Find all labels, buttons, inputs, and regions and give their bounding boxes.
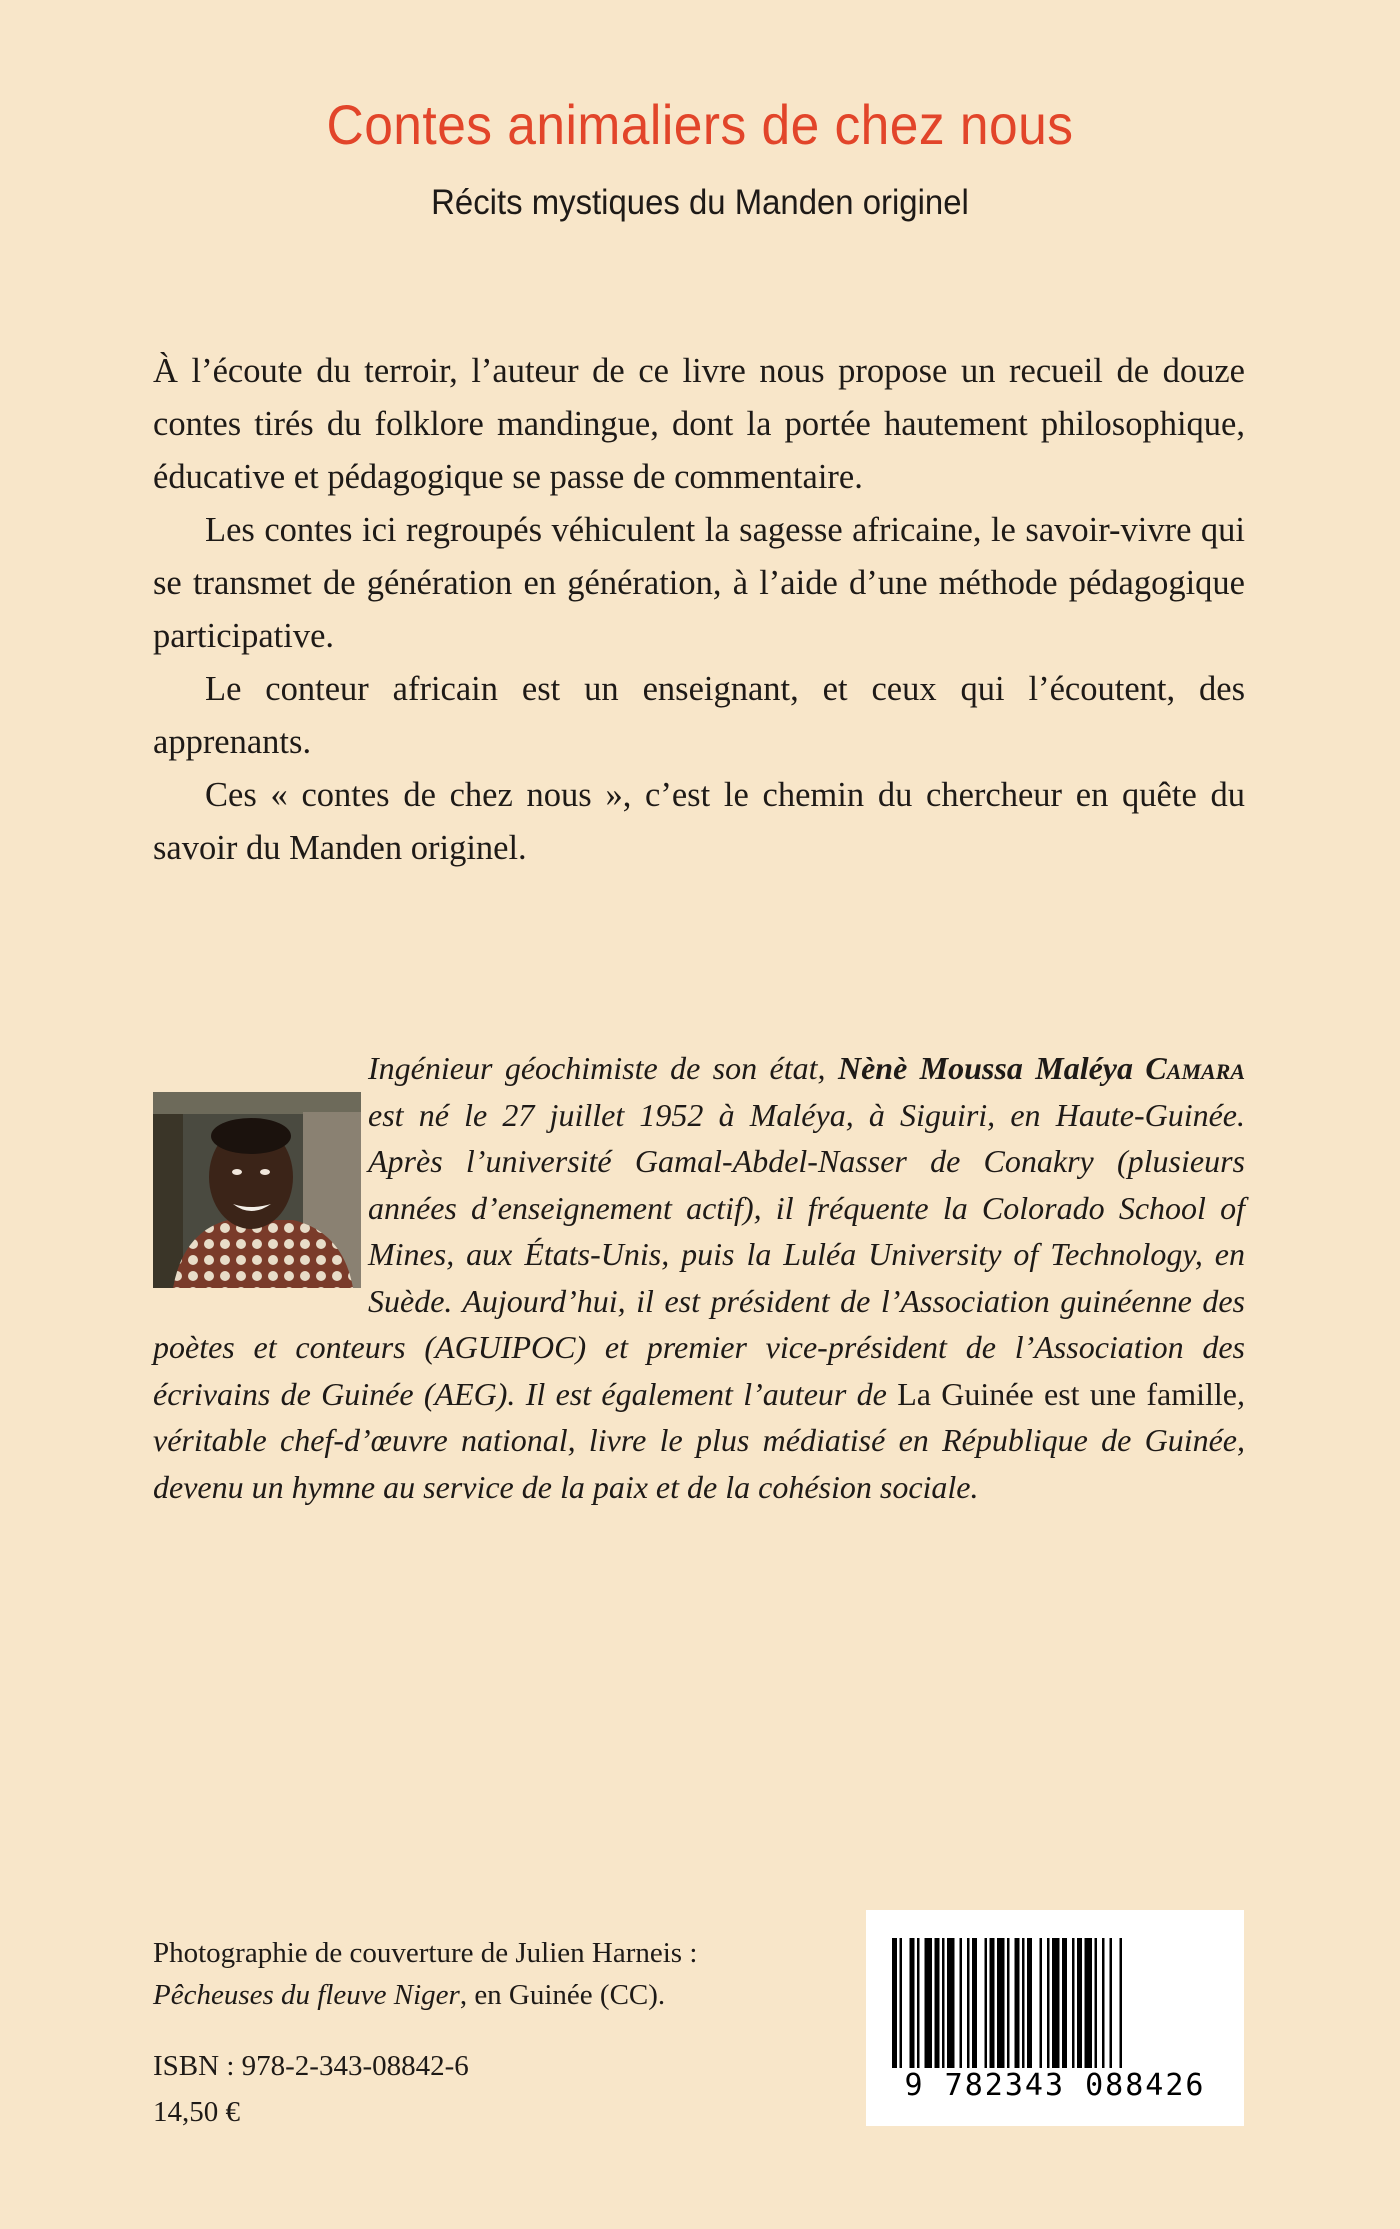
back-cover-blurb — [153, 345, 1245, 875]
blurb-paragraph: Les contes ici regroupés véhiculent la sagesse africaine, le savoir-vivre qui se transmet de génération en génération, à l’aide d’une méthode pédagogique participative. — [153, 511, 1245, 655]
barcode — [866, 1910, 1244, 2126]
credit-rest: , en Guinée (CC). — [459, 1979, 666, 2011]
bio-text-end: , véritable chef-d’œuvre national, livre le plus médiatisé en République de Guinée, devenu un hymne au service de la paix et de la cohésion sociale. — [153, 1375, 1246, 1505]
author-bio — [153, 1045, 1245, 1510]
author-name: Nènè Moussa Maléya — [837, 1050, 1133, 1086]
blurb-paragraph: Ces « contes de chez nous », c’est le chemin du chercheur en quête du savoir du Manden originel. — [153, 776, 1245, 867]
author-surname: Camara — [1145, 1050, 1246, 1086]
book-reference: La Guinée est une famille — [897, 1375, 1238, 1412]
barcode-digits: 9 782343 088426 — [904, 2068, 1206, 2103]
price: 14,50 € — [153, 2096, 240, 2128]
book-title: Contes animaliers de chez nous — [326, 93, 1074, 156]
credit-line: Photographie de couverture de Julien Harneis : — [153, 1937, 698, 1969]
barcode-bars — [890, 1938, 1220, 2070]
bio-intro: Ingénieur géochimiste de son état, — [368, 1050, 838, 1086]
cover-photo-credit — [153, 1932, 773, 2016]
isbn: ISBN : 978-2-343-08842-6 — [153, 2050, 469, 2082]
blurb-paragraph: À l’écoute du terroir, l’auteur de ce livre nous propose un recueil de douze contes tirés du folklore mandingue, dont la portée hautement philosophique, éducative et pédagogique se passe de commentaire. — [153, 352, 1245, 496]
credit-work-title: Pêcheuses du fleuve Niger — [153, 1979, 460, 2011]
blurb-paragraph: Le conteur africain est un enseignant, et ceux qui l’écoutent, des apprenants. — [153, 670, 1245, 761]
bio-text: est né le 27 juillet 1952 à Maléya, à Siguiri, en Haute-Guinée. Après l’université Gamal-Abdel-Nasser de Conakry (plusieurs années d’enseignement actif), il fréquente la Colorado School of Mines, aux États-Unis, puis la Luléa University of Technology, en Suède. Aujourd’hui, il est président de l’Association guinéenne des poètes et conteurs (AGUIPOC) et premier vice-président de l’Association des écrivains de Guinée (AEG). Il est également l’auteur de — [153, 1096, 1245, 1412]
book-subtitle: Récits mystiques du Manden originel — [431, 183, 969, 222]
